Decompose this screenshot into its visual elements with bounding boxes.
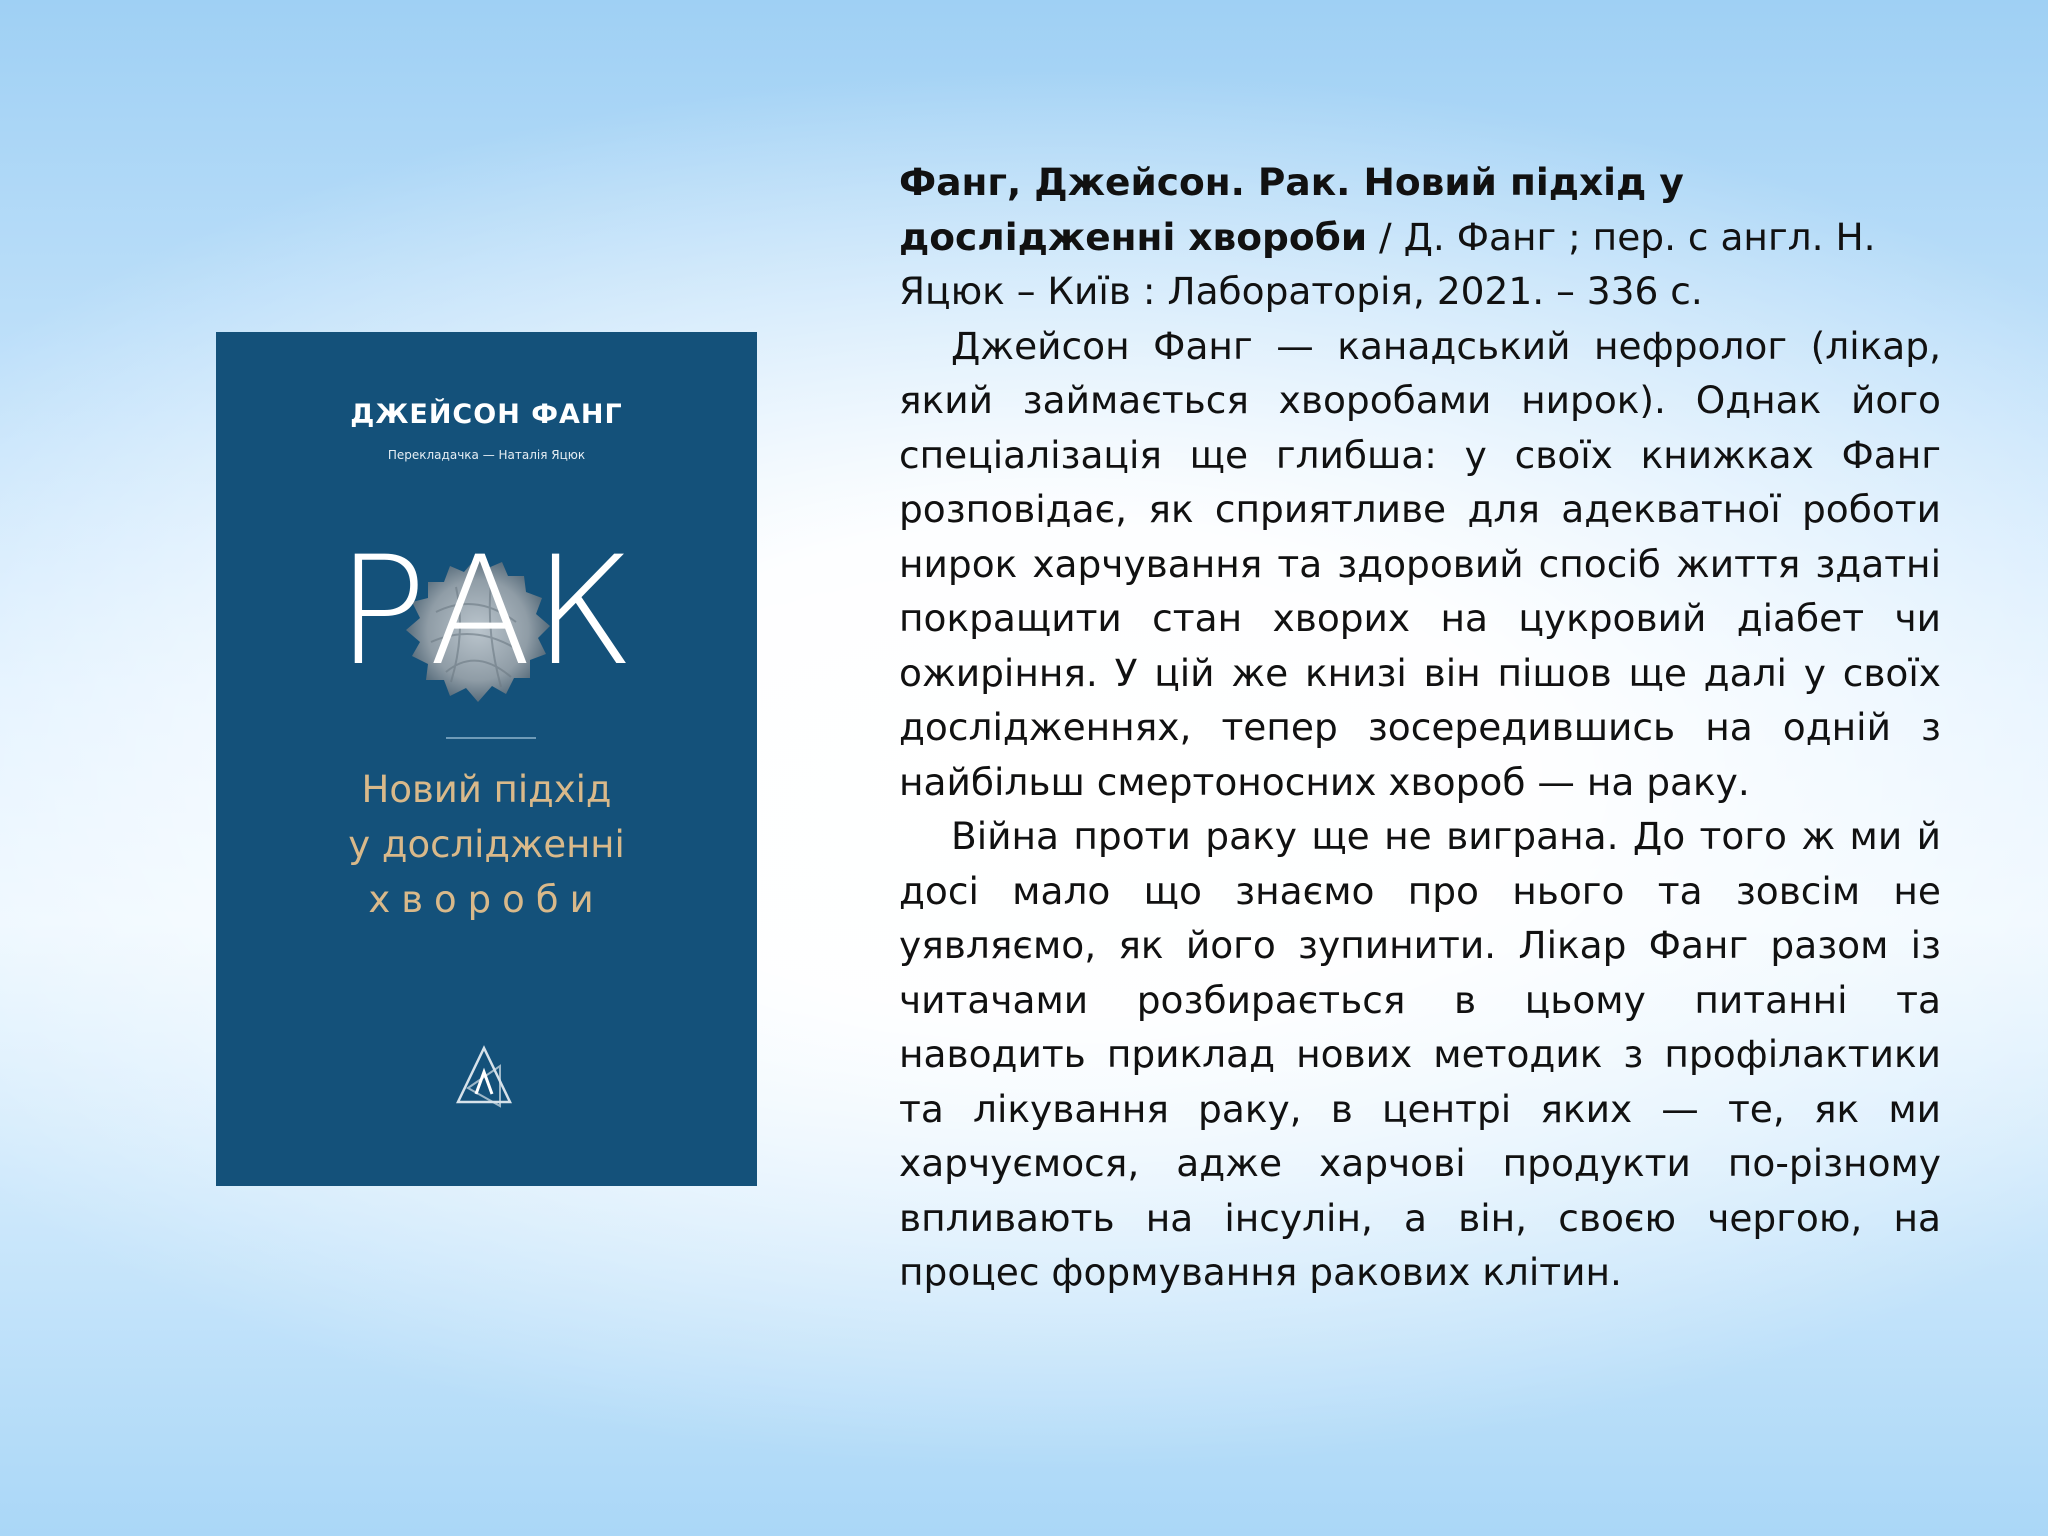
cover-subtitle-line: хвороби (368, 878, 605, 921)
book-title-bold: Фанг, Джейсон. Рак. Новий підхід у дослідженні хвороби (899, 160, 1684, 259)
cover-divider (446, 737, 536, 739)
bibliographic-details: / Д. Фанг ; пер. с англ. Н. Яцюк – Київ : Лабораторія, 2021. – 336 с. (899, 214, 1876, 313)
cover-author: ДЖЕЙСОН ФАНГ (350, 399, 623, 430)
description-paragraph: Війна проти раку ще не виграна. До того ж ми й досі мало що знаємо про нього та зовсім не уявляємо, як його зупинити. Лікар Фанг разом із читачами розбирається в цьому питанні та наводить приклад нових методик з профілактики та лікування раку, в центрі яких — те, як ми харчуємося, адже харчові продукти по-різному впливають на інсулін, а він, своєю чергою, на процес формування ракових клітин. (899, 814, 1941, 1294)
publisher-logo-icon (454, 1044, 514, 1110)
book-cover (216, 332, 757, 1186)
cover-subtitle-line: у дослідженні (348, 823, 625, 866)
bibliographic-entry (899, 155, 1941, 319)
description-paragraph: Джейсон Фанг — канадський нефролог (лікар, який займається хворобами нирок). Однак його спеціалізація ще глибша: у своїх книжках Фанг розповідає, як сприятливе для адекватної роботи нирок харчування та здоровий спосіб життя здатні покращити стан хворих на цукровий діабет чи ожиріння. У цій же книзі він пішов ще далі у своїх дослідженнях, тепер зосередившись на одній з найбільш смертоносних хвороб — на раку. (899, 323, 1941, 804)
cover-subtitle (216, 762, 757, 927)
cover-subtitle-line: Новий підхід (361, 768, 612, 811)
book-description (899, 155, 1941, 1300)
cover-translator: Перекладачка — Наталія Яцюк (387, 448, 586, 462)
cover-title: РАК (336, 525, 637, 699)
